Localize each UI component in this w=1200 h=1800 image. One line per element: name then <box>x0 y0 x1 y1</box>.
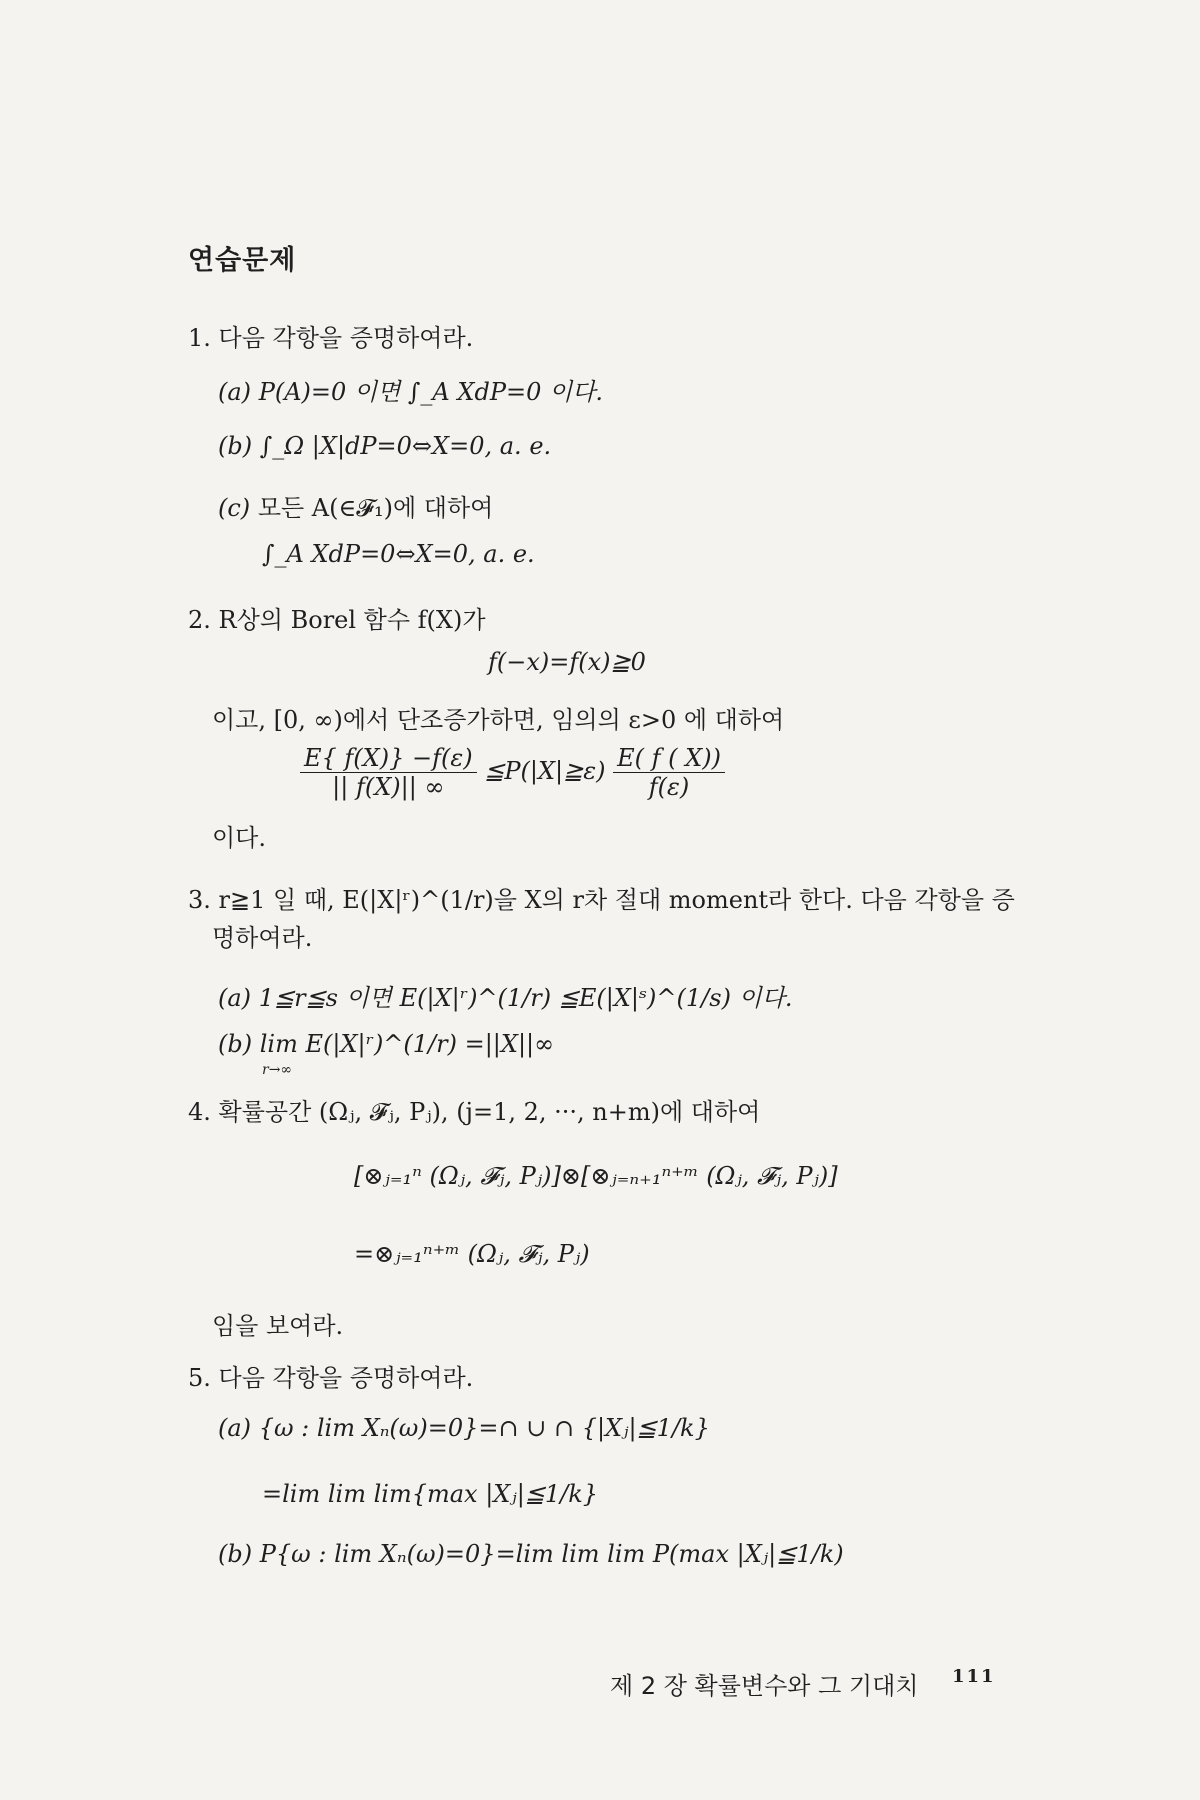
problem-2-left-fraction <box>300 744 477 801</box>
problem-1a-label: (a) <box>218 378 252 406</box>
problem-3-stem: r≧1 일 때, E(|X|ʳ)^(1/r)을 X의 r차 절대 moment라 한다. 다음 각항을 증 <box>218 886 1015 914</box>
problem-1-stem: 다음 각항을 증명하여라. <box>218 324 474 352</box>
problem-5a <box>218 1414 710 1442</box>
problem-3-number: 3. <box>188 886 211 914</box>
problem-3a-text: 1≦r≦s 이면 E(|X|ʳ)^(1/r) ≦E(|X|ˢ)^(1/s) 이다. <box>258 984 793 1012</box>
problem-2-stem: R상의 Borel 함수 f(X)가 <box>218 606 486 634</box>
problem-1c-text: 모든 A(∈𝓕₁)에 대하여 <box>257 494 494 522</box>
problem-3b-label: (b) <box>218 1030 253 1058</box>
problem-2-number: 2. <box>188 606 211 634</box>
problem-1c-label: (c) <box>218 494 251 522</box>
problem-3b-limit-subscript: r→∞ <box>262 1062 293 1078</box>
problem-5a-equation-2: =lim lim lim{max |Xⱼ|≦1/k} <box>262 1480 599 1508</box>
problem-4-end: 임을 보여라. <box>212 1312 344 1340</box>
problem-4-equation-1: [⊗ⱼ₌₁ⁿ (Ωⱼ, 𝓕ⱼ, Pⱼ)]⊗[⊗ⱼ₌ₙ₊₁ⁿ⁺ᵐ (Ωⱼ, 𝓕ⱼ, Pⱼ)] <box>354 1162 838 1190</box>
problem-1-number: 1. <box>188 324 211 352</box>
problem-2-equation-1: f(−x)=f(x)≧0 <box>488 648 646 676</box>
problem-2-right-fraction <box>613 744 725 801</box>
section-title: 연습문제 <box>188 245 297 276</box>
problem-3b-text: lim E(|X|ʳ)^(1/r) =||X||∞ <box>259 1030 555 1058</box>
problem-5a-label: (a) <box>218 1414 252 1442</box>
problem-1b <box>218 432 551 460</box>
problem-5b-label: (b) <box>218 1540 253 1568</box>
problem-1b-label: (b) <box>218 432 253 460</box>
problem-2-condition: 이고, [0, ∞)에서 단조증가하면, 임의의 ε>0 에 대하여 <box>212 706 785 734</box>
problem-3a <box>218 978 793 1013</box>
problem-1b-text: ∫_Ω |X|dP=0⇔X=0, a. e. <box>259 432 552 460</box>
problem-3 <box>188 880 1015 915</box>
problem-2 <box>188 600 486 635</box>
problem-5b-equation: P{ω : lim Xₙ(ω)=0}=lim lim lim P(max |Xⱼ|≦1/k) <box>259 1540 844 1568</box>
problem-2-right-numerator: E( f ( X)) <box>613 744 725 773</box>
problem-5-stem: 다음 각항을 증명하여라. <box>218 1364 474 1392</box>
problem-1a <box>218 372 603 407</box>
problem-4-equation-2: =⊗ⱼ₌₁ⁿ⁺ᵐ (Ωⱼ, 𝓕ⱼ, Pⱼ) <box>354 1240 590 1268</box>
problem-2-middle: ≦P(|X|≧ε) <box>484 757 606 785</box>
problem-3a-label: (a) <box>218 984 252 1012</box>
problem-2-left-numerator: E{ f(X)} −f(ε) <box>300 744 477 773</box>
problem-2-left-denominator: || f(X)|| ∞ <box>332 773 445 801</box>
problem-3-stem-continued: 명하여라. <box>212 924 313 952</box>
problem-5 <box>188 1358 473 1393</box>
page-number: 111 <box>952 1666 996 1687</box>
problem-2-end: 이다. <box>212 824 266 852</box>
chapter-footer: 제 2 장 확률변수와 그 기대치 <box>610 1672 919 1700</box>
problem-4 <box>188 1092 760 1127</box>
problem-2-right-denominator: f(ε) <box>648 773 690 801</box>
problem-5-number: 5. <box>188 1364 211 1392</box>
problem-1c-equation: ∫_A XdP=0⇔X=0, a. e. <box>262 540 535 568</box>
problem-1a-text: P(A)=0 이면 ∫_A XdP=0 이다. <box>258 378 603 406</box>
problem-1 <box>188 318 473 353</box>
problem-5a-equation-1: {ω : lim Xₙ(ω)=0}=∩ ∪ ∩ {|Xⱼ|≦1/k} <box>258 1414 710 1442</box>
problem-2-inequality <box>300 744 725 801</box>
problem-4-stem: 확률공간 (Ωⱼ, 𝓕ⱼ, Pⱼ), (j=1, 2, ···, n+m)에 대하여 <box>218 1098 761 1126</box>
problem-5b <box>218 1540 844 1568</box>
problem-4-number: 4. <box>188 1098 211 1126</box>
problem-1c <box>218 488 493 523</box>
problem-3b <box>218 1030 554 1058</box>
